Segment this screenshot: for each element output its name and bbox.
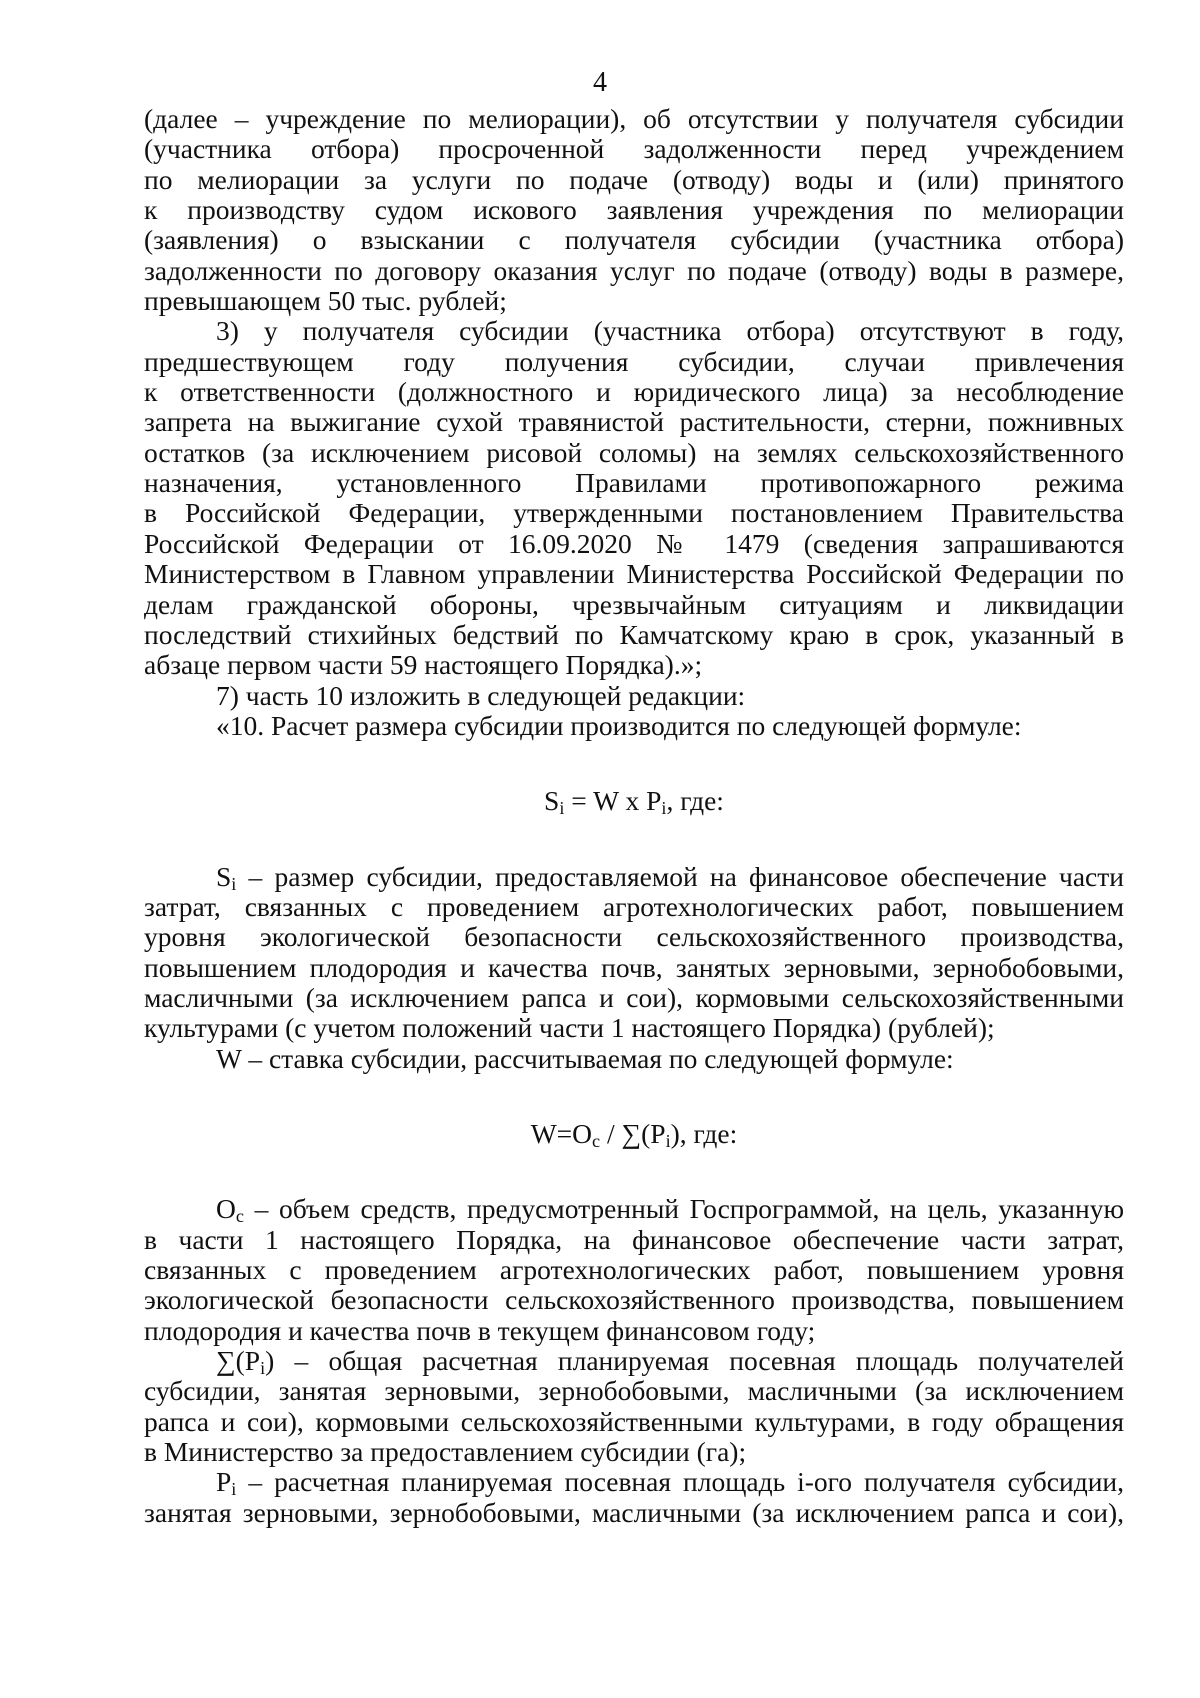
text-line: W – ставка субсидии, рассчитываемая по следующей формуле: [216, 1042, 954, 1074]
text-line: в Министерство за предоставлением субсидии (га); [144, 1436, 747, 1468]
spacer [144, 1149, 1124, 1194]
text-line: делам гражданской обороны, чрезвычайным ситуациям и ликвидации [144, 588, 1124, 620]
text-line: плодородия и качества почв в текущем финансовом году; [144, 1314, 816, 1346]
text-line: 7) часть 10 изложить в следующей редакции: [216, 679, 746, 711]
document-body [144, 104, 1124, 1528]
text-line: занятая зерновыми, зернобобовыми, масличными (за исключением рапса и сои), [144, 1496, 1124, 1528]
text-line: назначения, установленного Правилами противопожарного режима [144, 467, 1124, 499]
text-line: масличными (за исключением рапса и сои), кормовыми сельскохозяйственными [144, 981, 1124, 1013]
text-line: (заявления) о взыскании с получателя субсидии (участника отбора) [144, 224, 1124, 256]
text-line: связанных с проведением агротехнологических работ, повышением уровня [144, 1254, 1124, 1285]
text-line: абзаце первом части 59 настоящего Порядка).»; [144, 649, 703, 681]
text-line: Российской Федерации от 16.09.2020 № 1479 (сведения запрашиваются [144, 527, 1124, 559]
spacer [144, 817, 1124, 862]
text-line: задолженности по договору оказания услуг по подаче (отводу) воды в размере, [144, 254, 1124, 286]
text-line: превышающем 50 тыс. рублей; [144, 285, 507, 317]
text-line: (далее – учреждение по мелиорации), об отсутствии у получателя субсидии [144, 103, 1124, 134]
text-line: $S_i$ – размер субсидии, предоставляемой на финансовое обеспечение части [216, 860, 1125, 894]
page-number: 4 [593, 67, 607, 98]
text-line: запрета на выжигание сухой травянистой растительности, стерни, пожнивных [144, 406, 1124, 438]
spacer [144, 741, 1124, 786]
text-line: $\sum(P_i)$ – общая расчетная планируемая посевная площадь получателей [216, 1345, 1124, 1379]
text-line: $O_c$ – объем средств, предусмотренный Госпрограммой, на цель, указанную [216, 1193, 1125, 1227]
text-line: $P_i$ – расчетная планируемая посевная площадь i-ого получателя субсидии, [216, 1466, 1125, 1500]
text-line: 3) у получателя субсидии (участника отбора) отсутствуют в году, [216, 315, 1124, 347]
text-line: затрат, связанных с проведением агротехнологических работ, повышением [144, 890, 1124, 922]
formula-w: $W=O_c / \sum(P_i)$, где: [530, 1117, 738, 1151]
text-line: «10. Расчет размера субсидии производится по следующей формуле: [216, 709, 1022, 741]
text-line: субсидии, занятая зерновыми, зернобобовыми, масличными (за исключением [144, 1375, 1124, 1407]
text-line: повышением плодородия и качества почв, занятых зерновыми, зернобобовыми, [144, 951, 1124, 983]
text-line: последствий стихийных бедствий по Камчатскому краю в срок, указанный в [144, 618, 1124, 650]
text-line: культурами (с учетом положений части 1 настоящего Порядка) (рублей); [144, 1012, 995, 1044]
text-line: к производству судом искового заявления учреждения по мелиорации [144, 194, 1124, 226]
text-line: к ответственности (должностного и юридического лица) за несоблюдение [144, 376, 1124, 408]
text-line: остатков (за исключением рисовой соломы) на землях сельскохозяйственного [144, 436, 1124, 468]
text-line: уровня экологической безопасности сельскохозяйственного производства, [144, 921, 1124, 953]
spacer [144, 1074, 1124, 1119]
text-line: рапса и сои), кормовыми сельскохозяйственными культурами, в году обращения [144, 1405, 1124, 1437]
text-line: (участника отбора) просроченной задолженности перед учреждением [144, 133, 1124, 165]
text-line: в Российской Федерации, утвержденными постановлением Правительства [144, 497, 1124, 529]
text-line: в части 1 настоящего Порядка, на финансовое обеспечение части затрат, [144, 1223, 1124, 1255]
text-line: экологической безопасности сельскохозяйственного производства, повышением [144, 1284, 1124, 1316]
text-line: по мелиорации за услуги по подаче (отводу) воды и (или) принятого [144, 163, 1124, 195]
text-line: Министерством в Главном управлении Министерства Российской Федерации по [144, 558, 1124, 590]
formula-s-i: $S_i = W$ x $P_i$, где: [544, 785, 724, 819]
text-line: предшествующем году получения субсидии, случаи привлечения [144, 345, 1124, 377]
